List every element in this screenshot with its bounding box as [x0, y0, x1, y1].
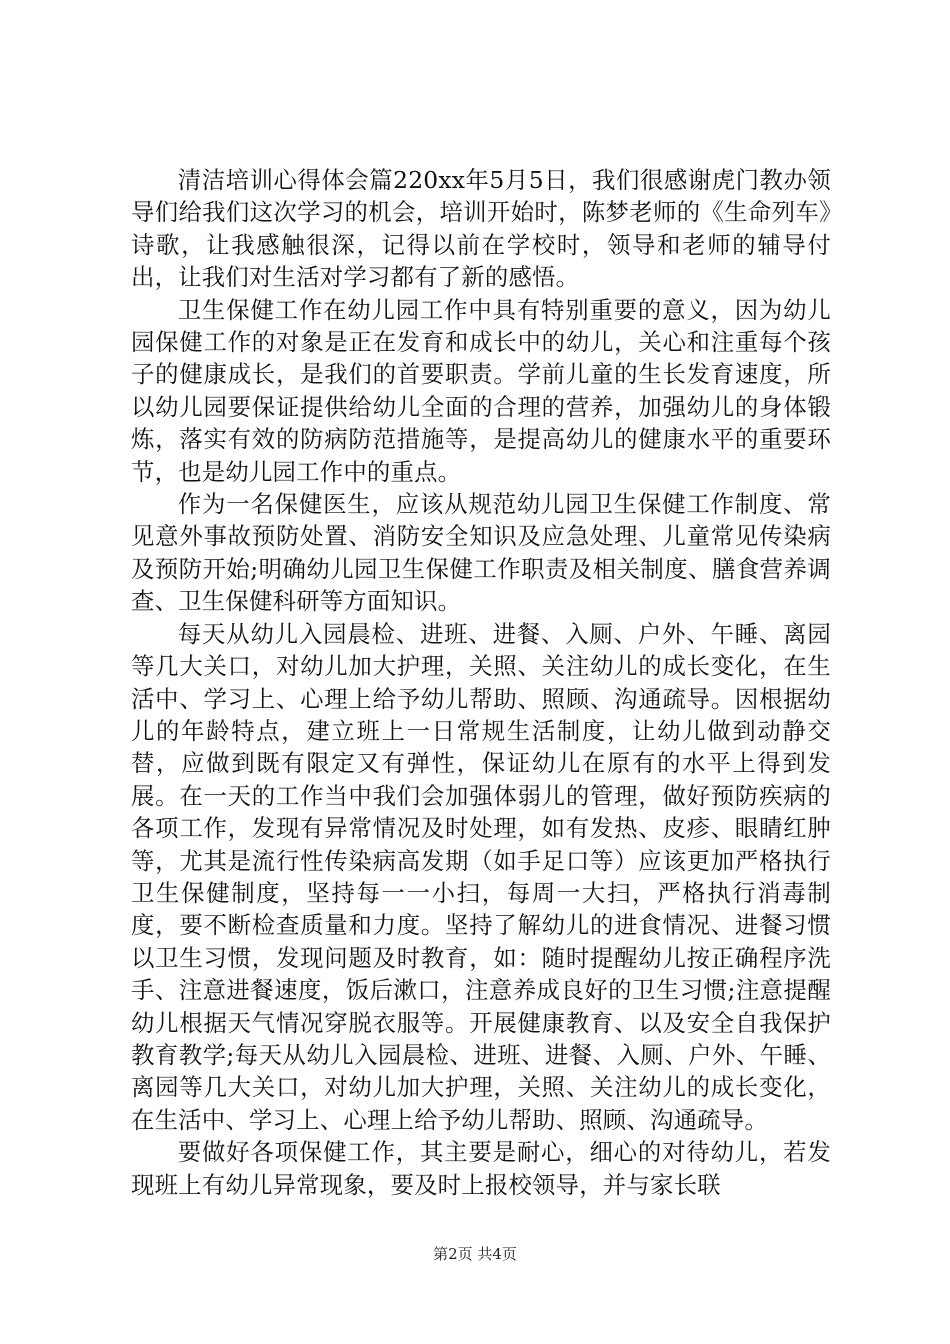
page-number-footer: 第2页 共4页	[433, 1245, 517, 1263]
paragraph: 清洁培训心得体会篇220xx年5月5日，我们很感谢虎门教办领导们给我们这次学习的机会，培训开始时，陈梦老师的《生命列车》诗歌，让我感触很深，记得以前在学校时，领导和老师的辅导付出，让我们对生活对学习都有了新的感悟。	[131, 166, 831, 292]
paragraph: 要做好各项保健工作，其主要是耐心，细心的对待幼儿，若发现班上有幼儿异常现象，要及时上报校领导，并与家长联	[131, 1138, 831, 1199]
paragraph: 卫生保健工作在幼儿园工作中具有特别重要的意义，因为幼儿园保健工作的对象是正在发育和成长中的幼儿，关心和注重每个孩子的健康成长，是我们的首要职责。学前儿童的生长发育速度，所以幼儿园要保证提供给幼儿全面的合理的营养，加强幼儿的身体锻炼，落实有效的防病防范措施等，是提高幼儿的健康水平的重要环节，也是幼儿园工作中的重点。	[131, 295, 831, 486]
document-body	[131, 164, 831, 1201]
paragraph: 每天从幼儿入园晨检、进班、进餐、入厕、户外、午睡、离园等几大关口，对幼儿加大护理，关照、关注幼儿的成长变化，在生活中、学习上、心理上给予幼儿帮助、照顾、沟通疏导。因根据幼儿的年龄特点，建立班上一日常规生活制度，让幼儿做到动静交替，应做到既有限定又有弹性，保证幼儿在原有的水平上得到发展。在一天的工作当中我们会加强体弱儿的管理，做好预防疾病的各项工作，发现有异常情况及时处理，如有发热、皮疹、眼睛红肿等，尤其是流行性传染病高发期（如手足口等）应该更加严格执行卫生保健制度，坚持每一一小扫，每周一大扫，严格执行消毒制度，要不断检查质量和力度。坚持了解幼儿的进食情况、进餐习惯以卫生习惯，发现问题及时教育，如：随时提醒幼儿按正确程序洗手、注意进餐速度，饭后漱口，注意养成良好的卫生习惯;注意提醒幼儿根据天气情况穿脱衣服等。开展健康教育、以及安全自我保护教育教学;每天从幼儿入园晨检、进班、进餐、入厕、户外、午睡、离园等几大关口，对幼儿加大护理，关照、关注幼儿的成长变化，在生活中、学习上、心理上给予幼儿帮助、照顾、沟通疏导。	[131, 619, 831, 1134]
paragraph: 作为一名保健医生，应该从规范幼儿园卫生保健工作制度、常见意外事故预防处置、消防安全知识及应急处理、儿童常见传染病及预防开始;明确幼儿园卫生保健工作职责及相关制度、膳食营养调查、卫生保健科研等方面知识。	[131, 490, 831, 616]
